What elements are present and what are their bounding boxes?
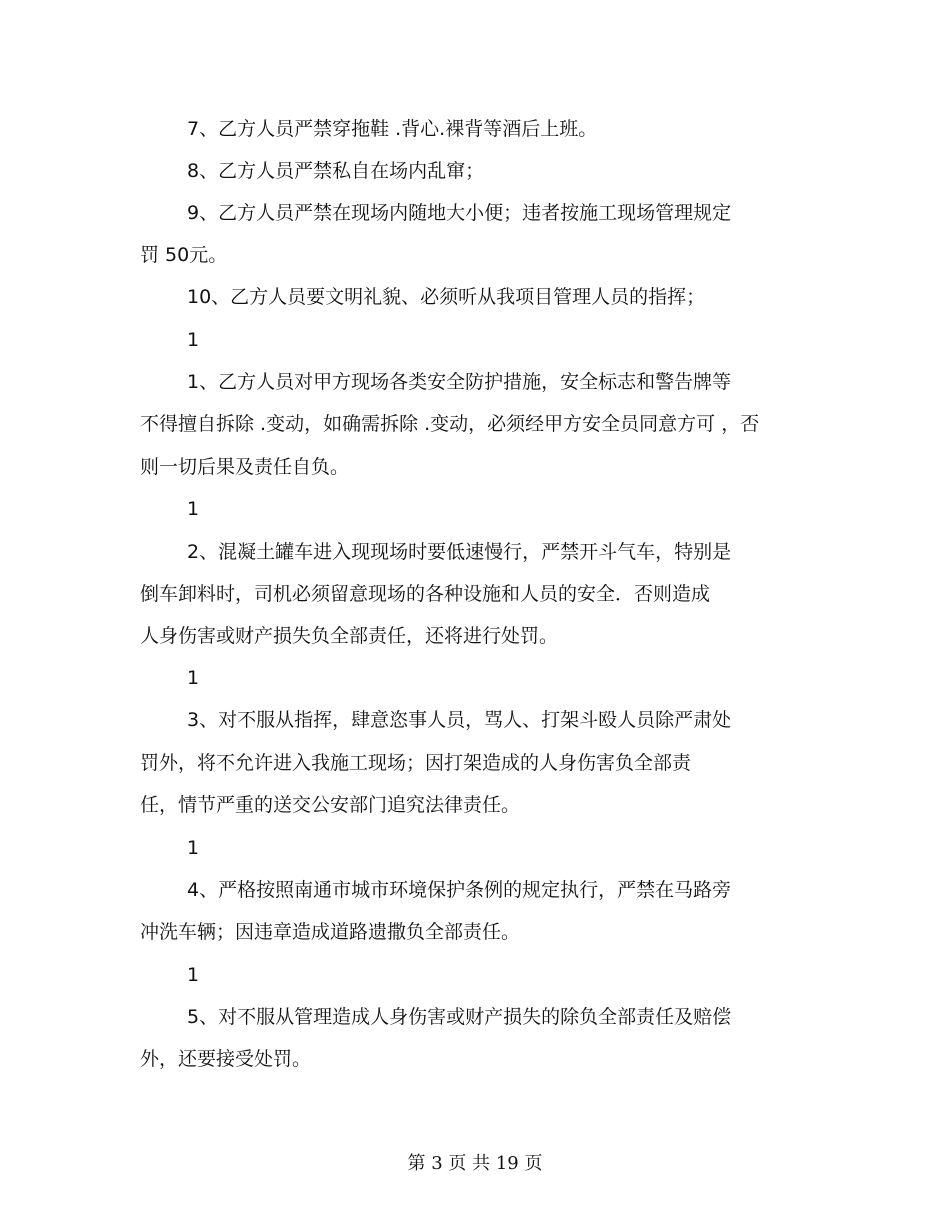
text-line: 7、乙方人员严禁穿拖鞋 .背心.裸背等酒后上班。 (187, 118, 598, 140)
text-line: 5、对不服从管理造成人身伤害或财产损失的除负全部责任及赔偿 (187, 1006, 732, 1028)
text-line: 2、混凝土罐车进入现现场时要低速慢行，严禁开斗气车，特别是 (187, 541, 732, 563)
text-line: 1、乙方人员对甲方现场各类安全防护措施，安全标志和警告牌等 (187, 371, 732, 393)
text-line: 罚外，将不允许进入我施工现场；因打架造成的人身伤害负全部责 (140, 752, 692, 774)
text-line: 倒车卸料时，司机必须留意现场的各种设施和人员的安全．否则造成 (140, 583, 711, 605)
item-number: 1 (187, 964, 200, 986)
text-line: 10、乙方人员要文明礼貌、必须听从我项目管理人员的指挥； (187, 286, 706, 308)
item-number: 1 (187, 837, 200, 859)
text-line: 不得擅自拆除 .变动，如确需拆除 .变动，必须经甲方安全员同意方可 ，否 (140, 413, 760, 435)
text-line: 任，情节严重的送交公安部门追究法律责任。 (140, 794, 521, 816)
text-line: 8、乙方人员严禁私自在场内乱窜； (187, 160, 485, 182)
item-number: 1 (187, 329, 200, 351)
text-line: 3、对不服从指挥，肆意恣事人员，骂人、打架斗殴人员除严肃处 (187, 709, 732, 731)
item-number: 1 (187, 667, 200, 689)
item-number: 1 (187, 498, 200, 520)
text-line: 罚 50元。 (140, 244, 228, 266)
text-line: 外，还要接受处罚。 (140, 1048, 312, 1070)
text-line: 人身伤害或财产损失负全部责任，还将进行处罚。 (140, 625, 559, 647)
text-line: 9、乙方人员严禁在现场内随地大小便；违者按施工现场管理规定 (187, 202, 732, 224)
text-line: 冲洗车辆；因违章造成道路遗撒负全部责任。 (140, 921, 521, 943)
text-line: 4、严格按照南通市城市环境保护条例的规定执行，严禁在马路旁 (187, 879, 732, 901)
page-number-footer: 第 3 页 共 19 页 (407, 1153, 543, 1174)
text-line: 则一切后果及责任自负。 (140, 456, 350, 478)
